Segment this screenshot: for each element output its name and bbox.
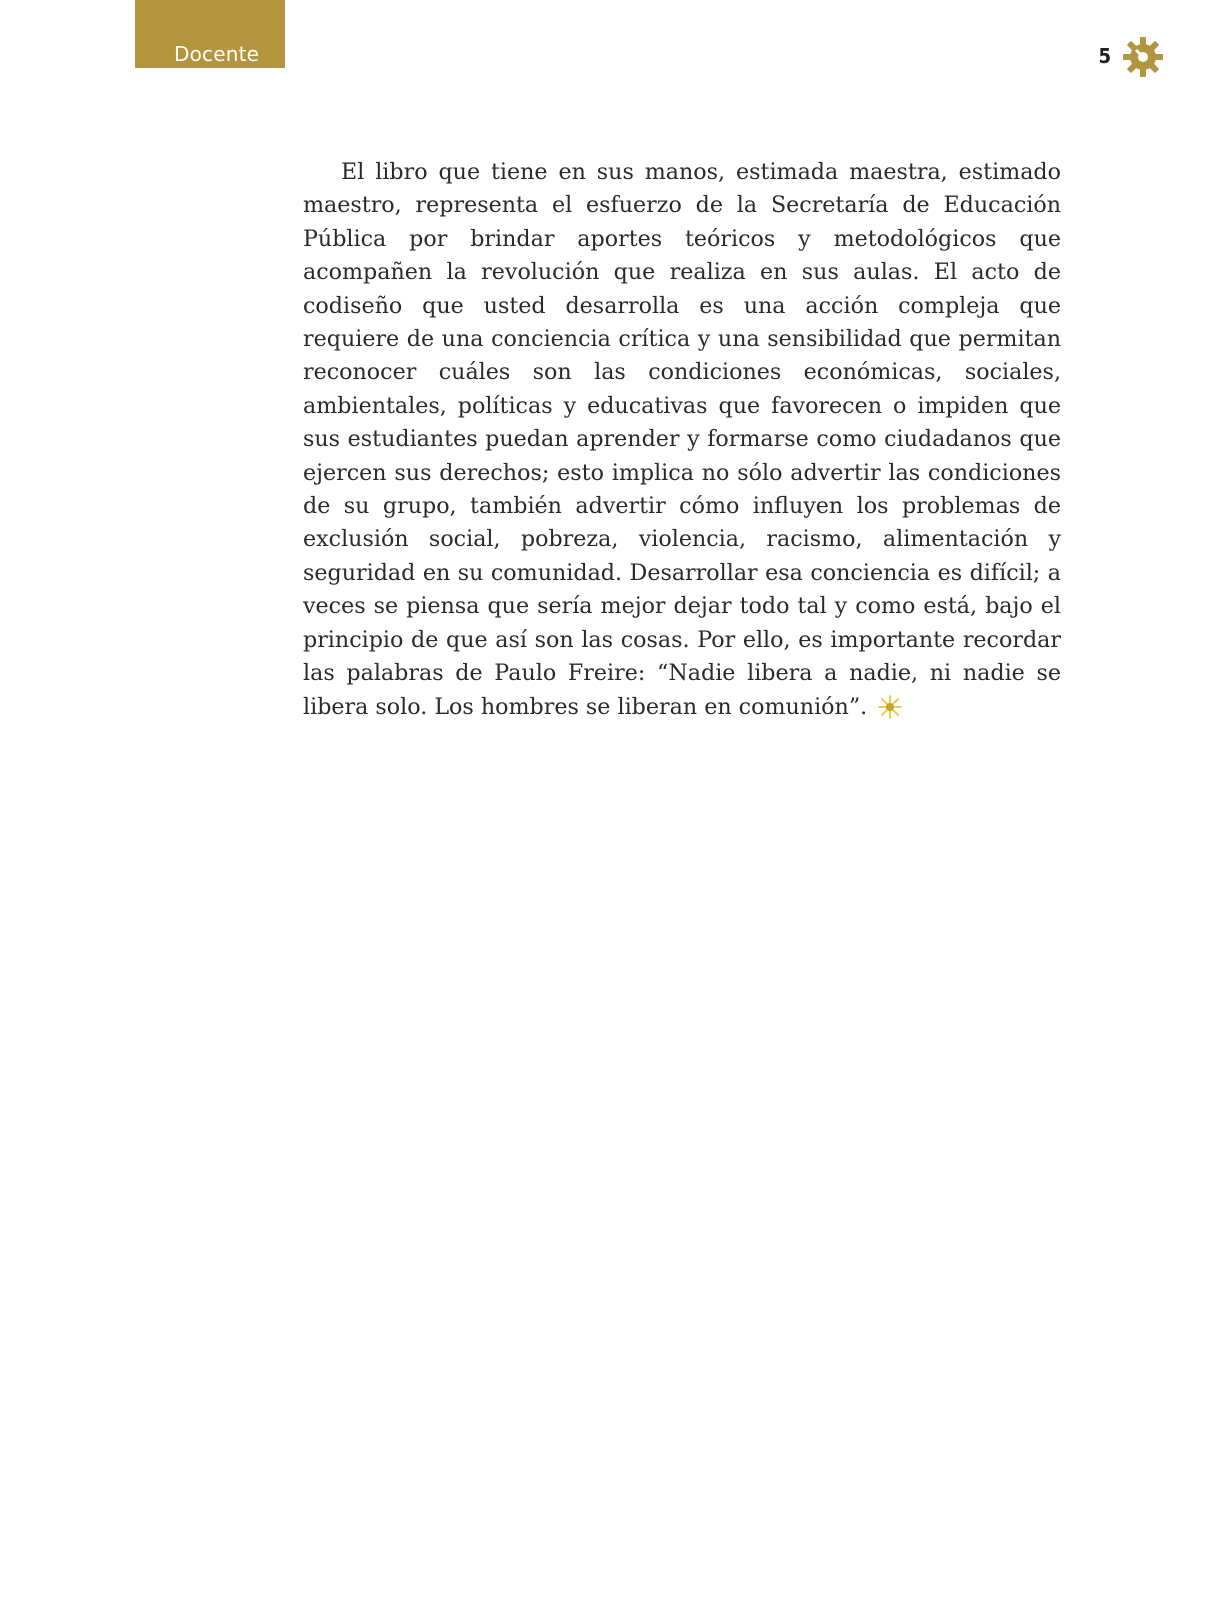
gear-icon (1122, 36, 1164, 78)
section-tab (135, 0, 285, 68)
page-number: 5 (1098, 44, 1111, 68)
sun-icon (877, 694, 903, 720)
paragraph-text: El libro que tiene en sus manos, estimada maestra, estimado maestro, representa el esfuerzo de la Secretaría de Educación Pública por brindar aportes teóricos y metodológicos que acompañen la revolución que realiza en sus aulas. El acto de codiseño que usted desarrolla es una acción compleja que requiere de una conciencia crítica y una sensibilidad que permitan reconocer cuáles son las condiciones económicas, sociales, ambientales, políticas y educativas que favorecen o impiden que sus estudiantes puedan aprender y formarse como ciudadanos que ejercen sus derechos; esto implica no sólo advertir las condiciones de su grupo, también advertir cómo influyen los problemas de exclusión social, pobreza, violencia, racismo, alimentación y seguridad en su comunidad. Desarrollar esa conciencia es difícil; a veces se piensa que sería mejor dejar todo tal y como está, bajo el principio de que así son las cosas. Por ello, es importante recordar las palabras de Paulo Freire: “Nadie libera a nadie, ni nadie se libera solo. Los hombres se liberan en comunión”. (303, 159, 1061, 720)
intro-paragraph (303, 156, 1061, 724)
section-label: Docente (174, 42, 260, 66)
